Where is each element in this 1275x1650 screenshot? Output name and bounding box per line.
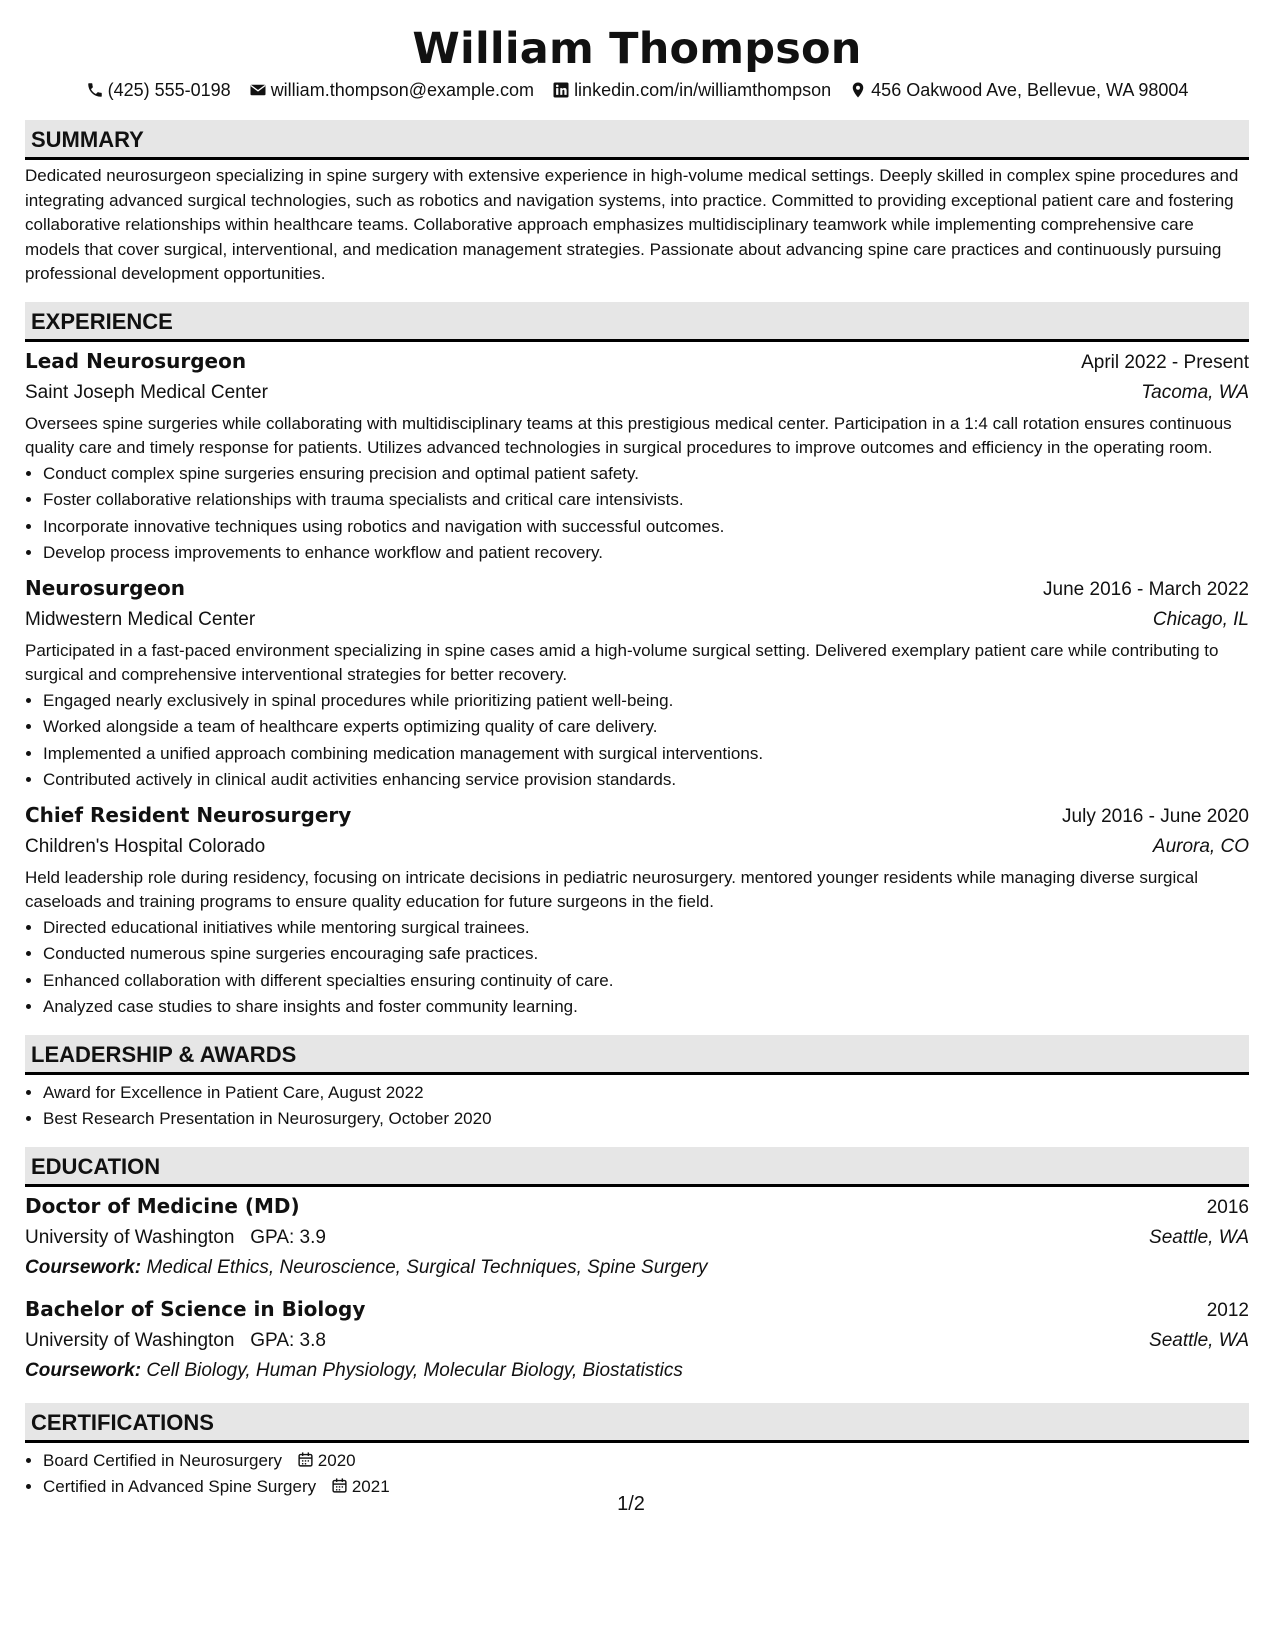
certification-name: Board Certified in Neurosurgery (43, 1450, 283, 1470)
email-link[interactable]: william.thompson@example.com (270, 80, 535, 100)
degree-name: Bachelor of Science in Biology (25, 1296, 366, 1321)
section-heading: EXPERIENCE (25, 302, 1249, 342)
graduation-year: 2016 (1206, 1196, 1249, 1218)
list-item: • Foster collaborative relationships with trauma specialists and critical care intensivists. (43, 487, 1249, 514)
list-item: • Develop process improvements to enhance workflow and patient recovery. (43, 540, 1249, 567)
coursework-text: Cell Biology, Human Physiology, Molecular Biology, Biostatistics (146, 1359, 683, 1381)
job-organization: Midwestern Medical Center (25, 608, 256, 630)
map-marker-icon (849, 81, 867, 99)
list-item: • Award for Excellence in Patient Care, August 2022 (43, 1080, 1249, 1107)
coursework (25, 1356, 1249, 1385)
job-bullets (25, 688, 1249, 794)
job-description: Held leadership role during residency, focusing on intricate decisions in pediatric neurosurgery. mentored younger residents while managing diverse surgical caseloads and training programs to ensure quality education for future surgeons in the field. (25, 867, 1198, 911)
school-name: University of Washington (25, 1226, 235, 1248)
page-number: 1/2 (617, 1493, 645, 1515)
job-bullets (25, 915, 1249, 1021)
contact-email[interactable] (249, 78, 534, 102)
list-item: • Implemented a unified approach combining medication management with surgical interventions. (43, 741, 1249, 768)
contact-address (849, 78, 1188, 102)
summary-section (25, 120, 1249, 287)
certifications-section (25, 1403, 1249, 1501)
job-title: Neurosurgeon (25, 575, 186, 600)
address-text: 456 Oakwood Ave, Bellevue, WA 98004 (871, 80, 1189, 100)
section-heading: SUMMARY (25, 120, 1249, 160)
list-item (43, 1448, 1249, 1475)
candidate-name: William Thompson (412, 24, 862, 74)
job-location: Tacoma, WA (1141, 381, 1249, 403)
contact-bar (25, 78, 1249, 102)
certification-name: Certified in Advanced Spine Surgery (43, 1477, 317, 1496)
job-title: Lead Neurosurgeon (25, 348, 247, 373)
job-organization: Children's Hospital Colorado (25, 835, 266, 857)
list-item: • Enhanced collaboration with different specialties ensuring continuity of care. (43, 968, 1249, 995)
school-name: University of Washington (25, 1329, 235, 1351)
calendar-icon (331, 1477, 348, 1494)
list-item: • Incorporate innovative techniques using robotics and navigation with successful outcomes. (43, 514, 1249, 541)
summary-text: Dedicated neurosurgeon specializing in spine surgery with extensive experience in high-volume medical settings. Deeply skilled in complex spine procedures and integrating advanced surgical technologies, such as robotics and navigation systems, into practice. Committed to providing exceptional patient care and fostering collaborative relationships within healthcare teams. Collaborative approach emphasizes multidisciplinary teamwork while implementing comprehensive care models that cover surgical, interventional, and medication management strategies. Passionate about advancing spine care practices and continuously pursuing professional development opportunities. (25, 166, 1239, 283)
school-line (25, 1326, 326, 1356)
job-dates: April 2022 - Present (1081, 351, 1249, 373)
school-location: Seattle, WA (1149, 1329, 1249, 1351)
certification-year: 2021 (351, 1477, 390, 1496)
job-bullets (25, 461, 1249, 567)
section-heading: LEADERSHIP & AWARDS (25, 1035, 1249, 1075)
certification-year: 2020 (317, 1450, 356, 1470)
job-title: Chief Resident Neurosurgery (25, 802, 352, 827)
education-section (25, 1147, 1249, 1385)
school-location: Seattle, WA (1149, 1226, 1249, 1248)
experience-section (25, 302, 1249, 1021)
job-entry (25, 800, 1249, 1021)
job-dates: July 2016 - June 2020 (1062, 805, 1249, 827)
degree-name: Doctor of Medicine (MD) (25, 1193, 300, 1218)
section-heading: CERTIFICATIONS (25, 1403, 1249, 1443)
coursework (25, 1253, 1249, 1282)
list-item: • Conduct complex spine surgeries ensuring precision and optimal patient safety. (43, 461, 1249, 488)
education-entry (25, 1294, 1249, 1385)
list-item: • Directed educational initiatives while mentoring surgical trainees. (43, 915, 1249, 942)
gpa: GPA: 3.9 (250, 1226, 326, 1248)
calendar-icon (297, 1451, 314, 1468)
phone-text: (425) 555-0198 (107, 80, 231, 100)
section-heading: EDUCATION (25, 1147, 1249, 1187)
job-description: Participated in a fast-paced environment specializing in spine cases amid a high-volume surgical setting. Delivered exemplary patient care while contributing to surgical and comprehensive interventional strategies for better recovery. (25, 640, 1219, 684)
coursework-text: Medical Ethics, Neuroscience, Surgical Techniques, Spine Surgery (146, 1256, 708, 1278)
list-item: • Worked alongside a team of healthcare experts optimizing quality of care delivery. (43, 714, 1249, 741)
phone-icon (86, 81, 104, 99)
awards-section (25, 1035, 1249, 1133)
gpa: GPA: 3.8 (250, 1329, 326, 1351)
coursework-label: Coursework: (25, 1359, 142, 1381)
envelope-icon (249, 81, 267, 99)
linkedin-link[interactable]: linkedin.com/in/williamthompson (574, 80, 832, 100)
job-description: Oversees spine surgeries while collaborating with multidisciplinary teams at this prestigious medical center. Participation in a 1:4 call rotation ensures continuous quality care and timely response for patients. Utilizes advanced technologies in surgical procedures to improve outcomes and efficiency in the operating room. (25, 413, 1232, 457)
graduation-year: 2012 (1206, 1299, 1249, 1321)
list-item: • Best Research Presentation in Neurosurgery, October 2020 (43, 1106, 1249, 1133)
linkedin-icon (552, 81, 570, 99)
job-dates: June 2016 - March 2022 (1043, 578, 1249, 600)
job-entry (25, 573, 1249, 794)
job-location: Chicago, IL (1152, 608, 1249, 630)
list-item: • Conducted numerous spine surgeries encouraging safe practices. (43, 941, 1249, 968)
education-entry (25, 1191, 1249, 1282)
job-location: Aurora, CO (1152, 835, 1249, 857)
list-item: • Engaged nearly exclusively in spinal procedures while prioritizing patient well-being. (43, 688, 1249, 715)
list-item: • Contributed actively in clinical audit activities enhancing service provision standards. (43, 767, 1249, 794)
awards-list (25, 1080, 1249, 1133)
contact-phone (86, 78, 231, 102)
coursework-label: Coursework: (25, 1256, 142, 1278)
contact-linkedin[interactable] (552, 78, 831, 102)
job-entry (25, 346, 1249, 567)
resume-page (25, 0, 1249, 1515)
school-line (25, 1223, 326, 1253)
job-organization: Saint Joseph Medical Center (25, 381, 268, 403)
list-item: • Analyzed case studies to share insights and foster community learning. (43, 994, 1249, 1021)
